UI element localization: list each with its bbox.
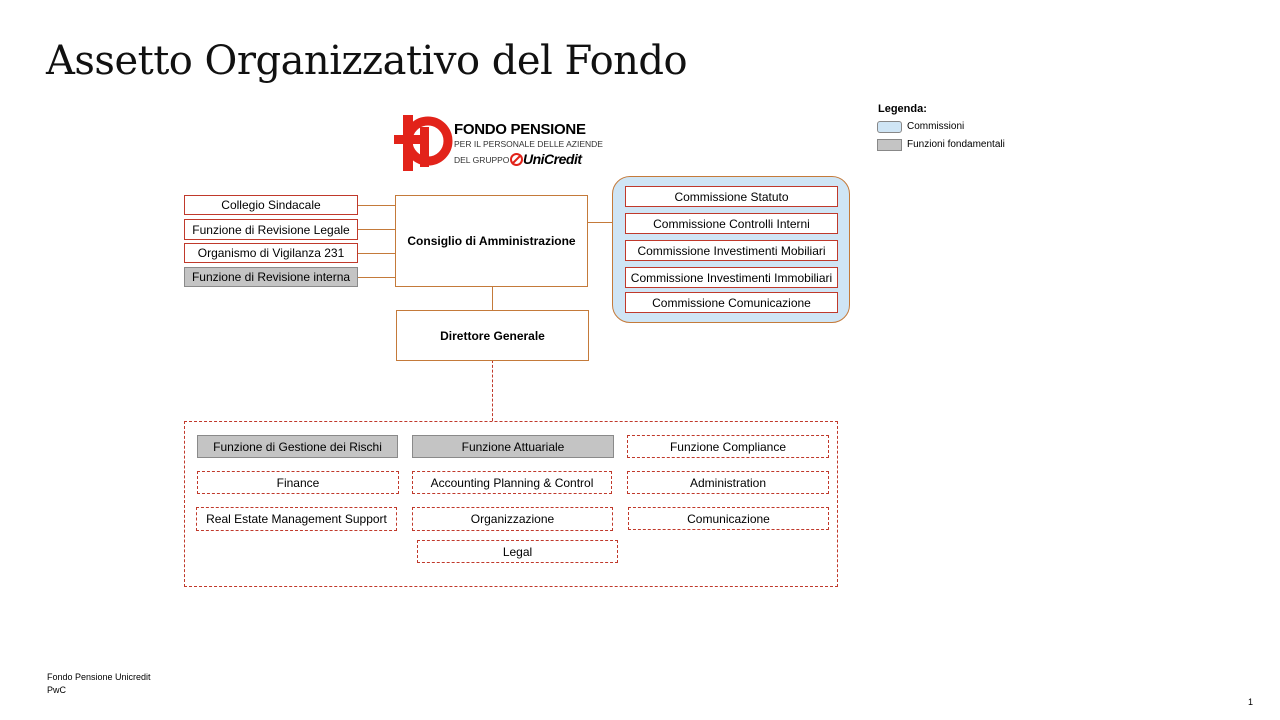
legend-swatch-funzioni — [877, 139, 902, 151]
box-funzione-compliance: Funzione Compliance — [627, 435, 829, 458]
box-commissione-immobiliari: Commissione Investimenti Immobiliari — [625, 267, 838, 288]
box-revisione-interna: Funzione di Revisione interna — [184, 267, 358, 287]
connector-revisione-legale — [358, 229, 396, 230]
logo-line-2: PER IL PERSONALE DELLE AZIENDE — [454, 139, 603, 149]
connector-board-director — [492, 286, 493, 311]
box-commissione-comunicazione: Commissione Comunicazione — [625, 292, 838, 313]
page-title: Assetto Organizzativo del Fondo — [46, 38, 688, 84]
connector-revisione-interna — [358, 277, 396, 278]
box-accounting: Accounting Planning & Control — [412, 471, 612, 494]
box-organizzazione: Organizzazione — [412, 507, 613, 531]
connector-director-departments — [492, 360, 493, 421]
box-commissione-controlli: Commissione Controlli Interni — [625, 213, 838, 234]
box-revisione-legale: Funzione di Revisione Legale — [184, 219, 358, 240]
unicredit-mark-icon — [510, 153, 523, 166]
logo-brand: UniCredit — [523, 151, 582, 167]
connector-commissions — [587, 222, 613, 223]
legend-title: Legenda: — [878, 103, 927, 115]
legend-label-commissioni: Commissioni — [907, 121, 965, 132]
box-funzione-attuariale: Funzione Attuariale — [412, 435, 614, 458]
logo-line-1: FONDO PENSIONE — [454, 121, 586, 138]
box-direttore-generale: Direttore Generale — [396, 310, 589, 361]
legend-label-funzioni: Funzioni fondamentali — [907, 139, 1005, 150]
box-collegio-sindacale: Collegio Sindacale — [184, 195, 358, 215]
connector-collegio — [358, 205, 396, 206]
legend-swatch-commissioni — [877, 121, 902, 133]
box-finance: Finance — [197, 471, 399, 494]
footer-author: PwC — [47, 685, 67, 695]
logo-line-3: DEL GRUPPO — [454, 155, 510, 165]
box-organismo-vigilanza: Organismo di Vigilanza 231 — [184, 243, 358, 263]
box-commissione-mobiliari: Commissione Investimenti Mobiliari — [625, 240, 838, 261]
box-comunicazione: Comunicazione — [628, 507, 829, 530]
box-gestione-rischi: Funzione di Gestione dei Rischi — [197, 435, 398, 458]
box-real-estate: Real Estate Management Support — [196, 507, 397, 531]
page-number: 1 — [1248, 697, 1254, 707]
footer-company: Fondo Pensione Unicredit — [47, 672, 151, 682]
box-administration: Administration — [627, 471, 829, 494]
connector-vigilanza — [358, 253, 396, 254]
box-consiglio-amministrazione: Consiglio di Amministrazione — [395, 195, 588, 287]
box-legal: Legal — [417, 540, 618, 563]
box-commissione-statuto: Commissione Statuto — [625, 186, 838, 207]
